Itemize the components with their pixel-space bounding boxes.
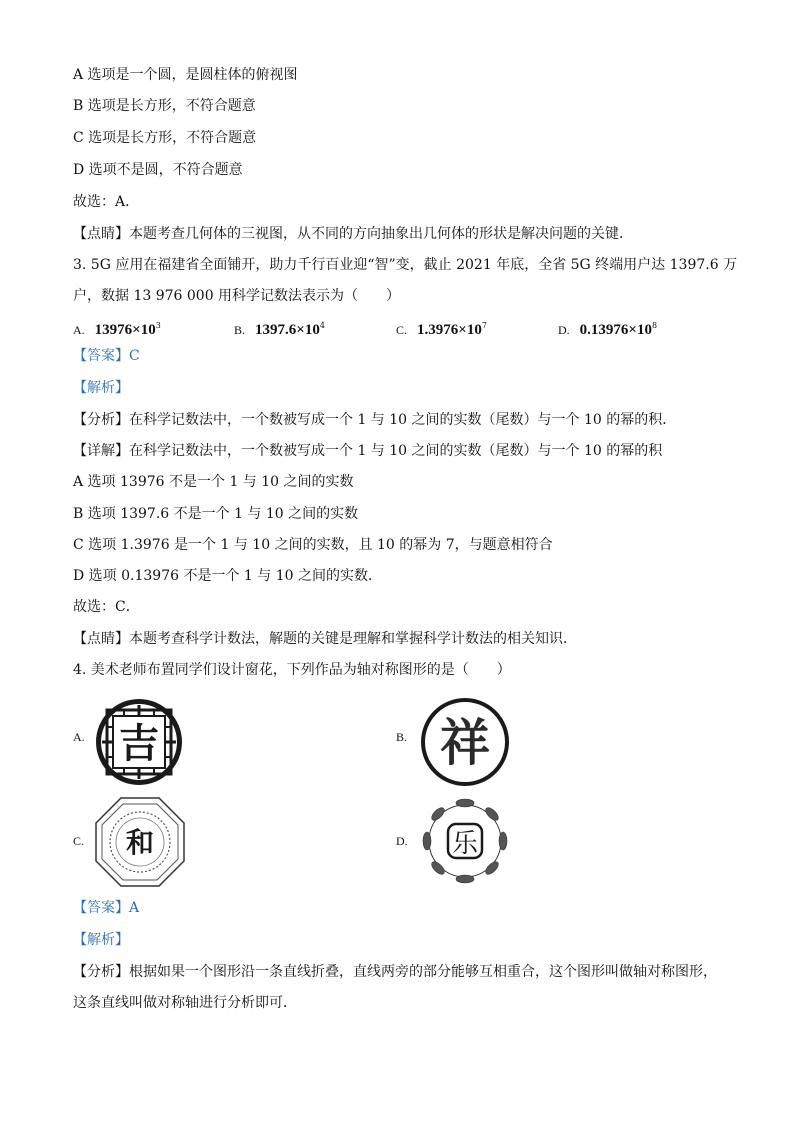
q4-option-label: A. [73, 730, 85, 744]
option-value: 0.13976×10 [579, 322, 652, 338]
text-line: 【分析】根据如果一个图形沿一条直线折叠，直线两旁的部分能够互相重合，这个图形叫做轴对称图形， [73, 964, 717, 980]
text-line: D 选项不是圆，不符合题意 [73, 162, 243, 178]
option-exponent: 8 [651, 321, 658, 330]
q4-figure-char: 和 [125, 826, 155, 859]
option-value: 1.3976×10 [417, 322, 482, 338]
option-label: C. [396, 323, 408, 337]
q4-figure-b [420, 697, 510, 787]
option-label: B. [234, 323, 246, 337]
text-line: C 选项 1.3976 是一个 1 与 10 之间的实数，且 10 的幂为 7，与题意相符合 [73, 537, 553, 553]
text-line: A 选项 13976 不是一个 1 与 10 之间的实数 [73, 474, 354, 490]
q4-figure-a [94, 697, 184, 787]
text-line: A 选项是一个圆，是圆柱体的俯视图 [73, 67, 298, 83]
q4-figure-d [420, 796, 510, 886]
question-3-stem: 户，数据 13 976 000 用科学记数法表示为（ ） [73, 288, 401, 304]
option-value: 13976×10 [94, 322, 156, 338]
q4-figure-c [94, 796, 186, 888]
text-line: 【点睛】本题考查科学计数法，解题的关键是理解和掌握科学计数法的相关知识． [73, 631, 577, 647]
text-line: B 选项是长方形，不符合题意 [73, 98, 256, 114]
q4-figure-char: 乐 [451, 829, 479, 859]
q4-option-label: D. [396, 834, 408, 848]
q3-option-d [558, 316, 657, 340]
q3-option-c [396, 316, 487, 340]
q3-option-a [73, 316, 161, 340]
text-line: 【详解】在科学记数法中，一个数被写成一个 1 与 10 之间的实数（尾数）与一个 10 的幂的积 [73, 443, 663, 459]
question-3-stem: 3. 5G 应用在福建省全面铺开，助力千行百业迎“智”变，截止 2021 年底，全省 5G 终端用户达 1397.6 万 [73, 257, 738, 273]
option-exponent: 3 [155, 321, 161, 330]
text-line: B 选项 1397.6 不是一个 1 与 10 之间的实数 [73, 506, 359, 522]
q4-option-label: B. [396, 730, 408, 744]
q3-option-b [234, 316, 325, 340]
text-line: 这条直线叫做对称轴进行分析即可． [73, 995, 297, 1011]
text-line: 【点睛】本题考查几何体的三视图，从不同的方向抽象出几何体的形状是解决问题的关键． [73, 226, 633, 242]
text-line: D 选项 0.13976 不是一个 1 与 10 之间的实数． [73, 568, 382, 584]
answer-label: 【答案】C [73, 348, 140, 364]
answer-label: 【答案】A [73, 900, 140, 916]
q4-figure-char: 吉 [119, 721, 159, 767]
text-line: 故选：C． [73, 599, 140, 615]
option-label: D. [558, 323, 570, 337]
option-label: A. [73, 323, 85, 337]
question-4-stem: 4. 美术老师布置同学们设计窗花，下列作品为轴对称图形的是（ ） [73, 662, 511, 678]
analysis-label: 【解析】 [73, 380, 129, 396]
option-value: 1397.6×10 [255, 322, 320, 338]
text-line: C 选项是长方形，不符合题意 [73, 130, 257, 146]
text-line: 故选：A． [73, 194, 140, 210]
text-line: 【分析】在科学记数法中，一个数被写成一个 1 与 10 之间的实数（尾数）与一个 10 的幂的积． [73, 412, 677, 428]
option-exponent: 4 [319, 321, 325, 330]
q4-option-label: C. [73, 834, 85, 848]
analysis-label: 【解析】 [73, 932, 129, 948]
option-exponent: 7 [481, 321, 487, 330]
q4-figure-char: 祥 [440, 713, 490, 772]
